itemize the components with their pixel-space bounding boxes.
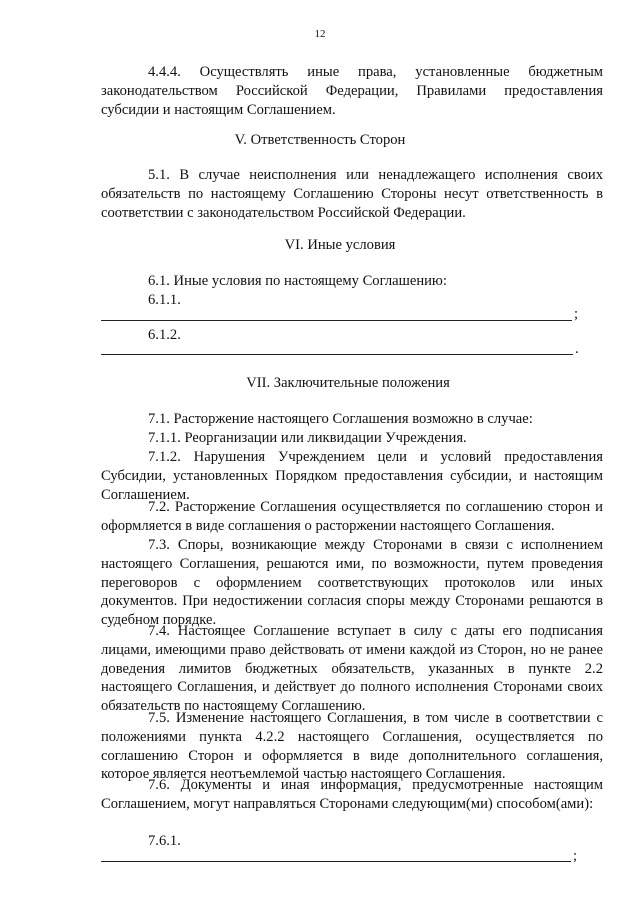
paragraph-7-1-1: 7.1.1. Реорганизации или ликвидации Учреждения.	[148, 430, 467, 446]
paragraph-6-1: 6.1. Иные условия по настоящему Соглашению:	[148, 273, 447, 289]
blank-line-7-6-1	[101, 861, 571, 862]
paragraph-4-4-4: 4.4.4. Осуществлять иные права, установленные бюджетным законодательством Российской Федерации, Правилами предоставления субсидии и настоящим Соглашением.	[101, 64, 603, 118]
line-end-7-6-1: ;	[573, 848, 578, 864]
section-heading-5: V. Ответственность Сторон	[234, 132, 406, 148]
paragraph-7-6-1: 7.6.1.	[148, 833, 181, 849]
paragraph-5-1: 5.1. В случае неисполнения или ненадлежащего исполнения своих обязательств по настоящему Соглашению Стороны несут ответственность в соответствии с законодательством Российской Федерации.	[101, 167, 603, 221]
line-end-6-1-2: .	[575, 341, 579, 357]
paragraph-7-4: 7.4. Настоящее Соглашение вступает в силу с даты его подписания лицами, имеющими право действовать от имени каждой из Сторон, но не ранее доведения лимитов бюджетных обязательств, указанных в пункте 2.2 настоящего Соглашения, и действует до полного исполнения Сторонами своих обязательств по настоящему Соглашению.	[101, 623, 603, 715]
blank-line-6-1-2	[101, 354, 573, 355]
paragraph-7-3: 7.3. Споры, возникающие между Сторонами в связи с исполнением настоящего Соглашения, решаются ими, по возможности, путем проведения переговоров с оформлением соответствующих протоколов или иных документов. При недостижении согласия споры между Сторонами решаются в судебном порядке.	[101, 537, 603, 629]
paragraph-7-1-2: 7.1.2. Нарушения Учреждением цели и условий предоставления Субсидии, установленных Порядком предоставления субсидии, и настоящим Соглашением.	[101, 449, 603, 503]
paragraph-7-6: 7.6. Документы и иная информация, предусмотренные настоящим Соглашением, могут направляться Сторонами следующим(ми) способом(ами):	[101, 777, 603, 812]
page-number: 12	[314, 28, 326, 40]
paragraph-6-1-2: 6.1.2.	[148, 327, 181, 343]
line-end-6-1-1: ;	[574, 306, 579, 322]
section-heading-7: VII. Заключительные положения	[246, 375, 450, 391]
paragraph-7-2: 7.2. Расторжение Соглашения осуществляется по соглашению сторон и оформляется в виде соглашения о расторжении настоящего Соглашения.	[101, 499, 603, 534]
blank-line-6-1-1	[101, 320, 572, 321]
section-heading-6: VI. Иные условия	[284, 237, 396, 253]
paragraph-6-1-1: 6.1.1.	[148, 292, 181, 308]
paragraph-7-5: 7.5. Изменение настоящего Соглашения, в том числе в соответствии с положениями пункта 4.2.2 настоящего Соглашения, осуществляется по соглашению Сторон и оформляется в виде дополнительного соглашения, которое является неотъемлемой частью настоящего Соглашения.	[101, 710, 603, 783]
paragraph-7-1: 7.1. Расторжение настоящего Соглашения возможно в случае:	[148, 411, 533, 427]
